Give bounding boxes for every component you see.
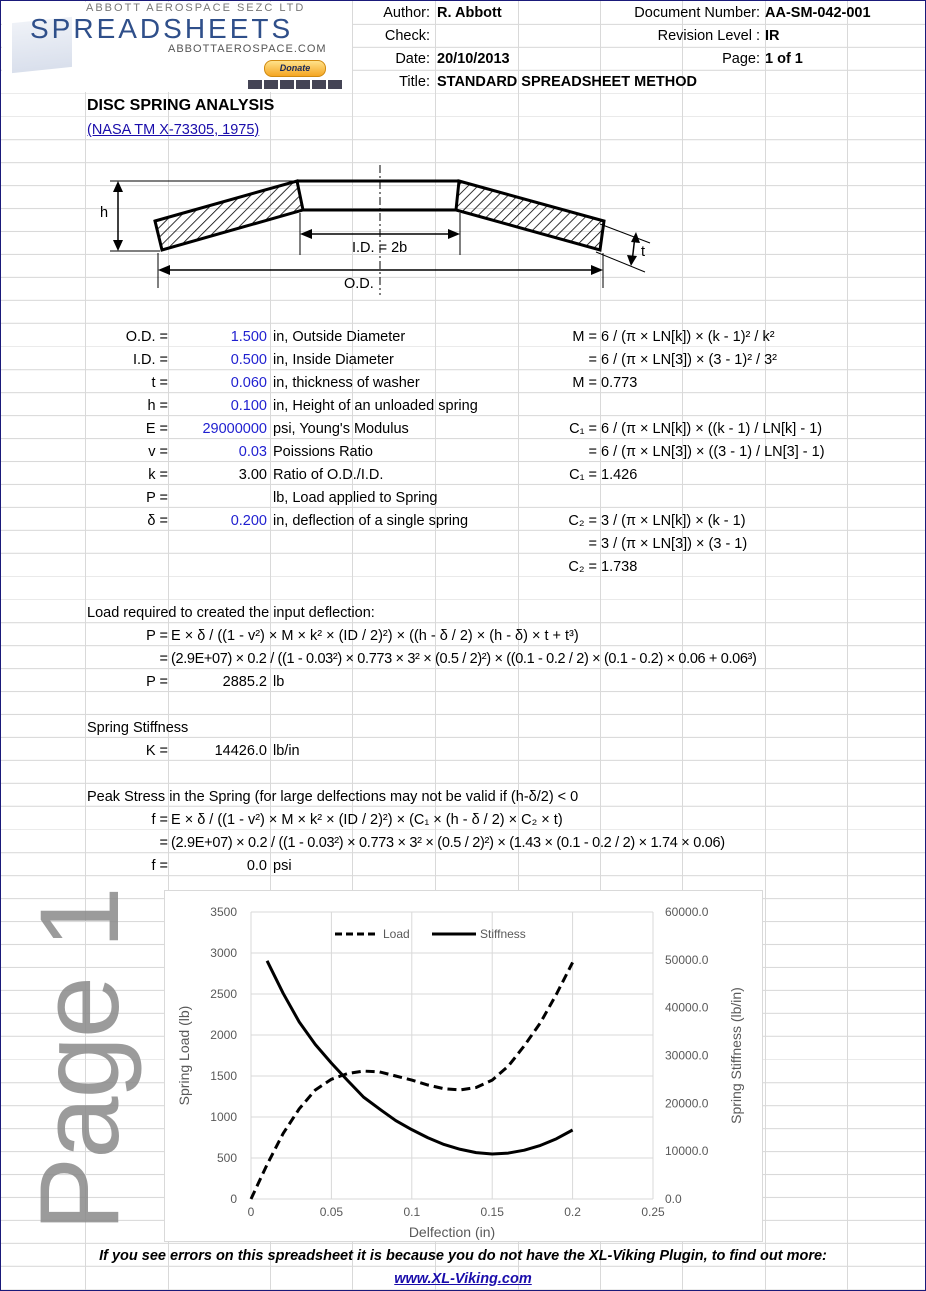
- stress-substitution: (2.9E+07) × 0.2 / ((1 - 0.03²) × 0.773 × 3² × (0.5 / 2)²) × (1.43 × (0.1 - 0.2 / 2) × 1.74 × 0.06): [171, 835, 725, 851]
- load-result: 2885.2: [222, 674, 267, 690]
- y-tick-label: 1000: [210, 1110, 237, 1124]
- x-tick-label: 0.2: [564, 1205, 581, 1219]
- input-description: lb, Load applied to Spring: [273, 490, 438, 506]
- logo-company: ABBOTT AEROSPACE SEZC LTD: [86, 2, 306, 14]
- logo: [2, 2, 352, 92]
- diagram-label-h: h: [100, 205, 109, 221]
- coefficient-expression: 6 / (π × LN[k]) × ((k - 1) / LN[k] - 1): [601, 421, 823, 437]
- y-tick-label: 3500: [210, 905, 237, 919]
- input-description: in, Outside Diameter: [273, 329, 406, 345]
- coefficient-expression: 0.773: [601, 375, 638, 391]
- stiffness-heading: Spring Stiffness: [87, 720, 189, 736]
- title-label: Title:: [399, 74, 430, 90]
- document-number-value: AA-SM-042-001: [765, 5, 871, 21]
- input-value[interactable]: 29000000: [202, 421, 267, 437]
- coefficient-expression: 3 / (π × LN[3]) × (3 - 1): [601, 536, 748, 552]
- y-tick-label: 1500: [210, 1069, 237, 1083]
- disc-spring-diagram: [96, 158, 666, 298]
- coefficient-expression: 3 / (π × LN[k]) × (k - 1): [601, 513, 746, 529]
- y-tick-label: 3000: [210, 946, 237, 960]
- input-description: in, Inside Diameter: [273, 352, 394, 368]
- author-label: Author:: [383, 5, 430, 21]
- input-label: t =: [151, 375, 168, 391]
- y2-tick-label: 30000.0: [665, 1048, 709, 1063]
- input-label: δ =: [147, 513, 168, 529]
- input-label: k =: [148, 467, 168, 483]
- stiffness-result: 14426.0: [214, 743, 267, 759]
- input-description: in, thickness of washer: [273, 375, 420, 391]
- coefficient-label: C₁ =: [569, 421, 597, 437]
- revision-value: IR: [765, 28, 780, 44]
- page-watermark: Page 1: [17, 888, 142, 1232]
- y-tick-label: 500: [216, 1151, 237, 1165]
- load-stiffness-chart[interactable]: [164, 890, 763, 1242]
- input-value: 3.00: [238, 467, 267, 483]
- x-tick-label: 0.25: [641, 1205, 665, 1219]
- footer-link[interactable]: www.XL-Viking.com: [394, 1271, 532, 1287]
- coefficient-label: C₂ =: [568, 559, 597, 575]
- stiffness-unit: lb/in: [273, 743, 300, 759]
- x-tick-label: 0.15: [480, 1205, 504, 1219]
- stress-subst-label: =: [159, 835, 168, 851]
- input-label: v =: [148, 444, 168, 460]
- sheet-title: DISC SPRING ANALYSIS: [87, 97, 275, 114]
- stiffness-label: K =: [145, 743, 168, 759]
- input-label: E =: [145, 421, 168, 437]
- input-label: I.D. =: [132, 352, 168, 368]
- input-value[interactable]: 0.060: [230, 375, 267, 391]
- coefficient-expression: 1.738: [601, 559, 638, 575]
- payment-cards-icon: [248, 80, 342, 89]
- x-axis-title: Delfection (in): [408, 1224, 496, 1240]
- series-line-stiffness: [267, 961, 573, 1154]
- chart-svg: [165, 891, 762, 1241]
- y2-tick-label: 50000.0: [665, 952, 709, 967]
- input-description: in, deflection of a single spring: [273, 513, 469, 529]
- y2-tick-label: 40000.0: [665, 1000, 709, 1015]
- grid-column-line: [847, 0, 848, 1291]
- diagram-label-t: t: [641, 244, 646, 260]
- coefficient-expression: 6 / (π × LN[k]) × (k - 1)² / k²: [601, 329, 775, 345]
- input-value[interactable]: 0.200: [230, 513, 267, 529]
- load-unit: lb: [273, 674, 285, 690]
- y2-tick-label: 0.0: [665, 1192, 682, 1206]
- coefficient-expression: 6 / (π × LN[3]) × ((3 - 1) / LN[3] - 1): [601, 444, 825, 460]
- stress-formula: E × δ / ((1 - v²) × M × k² × (ID / 2)²) × (C₁ × (h - δ / 2) × C₂ × t): [171, 812, 563, 828]
- grid-column-line: [765, 0, 766, 1291]
- diagram-label-id: I.D. = 2b: [352, 240, 408, 256]
- input-label: O.D. =: [125, 329, 168, 345]
- revision-label: Revision Level :: [657, 28, 760, 44]
- stress-formula-label: f =: [151, 812, 168, 828]
- footer-notice: If you see errors on this spreadsheet it is because you do not have the XL-Viking Plugin, to find out more:: [99, 1248, 827, 1264]
- logo-brand: SPREADSHEETS: [30, 13, 294, 44]
- input-value[interactable]: 0.100: [230, 398, 267, 414]
- coefficient-label: =: [588, 444, 597, 460]
- coefficient-label: C₁ =: [569, 467, 597, 483]
- y-tick-label: 2500: [210, 987, 237, 1001]
- coefficient-expression: 6 / (π × LN[3]) × (3 - 1)² / 3²: [601, 352, 777, 368]
- stress-result-label: f =: [151, 858, 168, 874]
- legend-label-load: Load: [383, 927, 410, 941]
- coefficient-label: =: [588, 536, 597, 552]
- date-value: 20/10/2013: [437, 51, 510, 67]
- diagram-label-od: O.D.: [344, 276, 374, 292]
- load-substitution: (2.9E+07) × 0.2 / ((1 - 0.03²) × 0.773 × 3² × (0.5 / 2)²) × ((0.1 - 0.2 / 2) × (0.1 - 0.2) × 0.06 + 0.06³): [171, 651, 757, 667]
- x-tick-label: 0: [247, 1205, 255, 1219]
- x-tick-label: 0.05: [319, 1205, 344, 1219]
- author-value: R. Abbott: [437, 5, 502, 21]
- page-label: Page:: [722, 51, 760, 67]
- page-value: 1 of 1: [765, 51, 803, 67]
- y2-tick-label: 20000.0: [665, 1096, 709, 1111]
- y-axis-title: Spring Load (lb): [176, 1005, 192, 1106]
- x-tick-label: 0.1: [403, 1205, 421, 1219]
- y2-tick-label: 10000.0: [665, 1144, 709, 1159]
- stress-result: 0.0: [246, 858, 267, 874]
- input-label: P =: [146, 490, 168, 506]
- load-formula: E × δ / ((1 - v²) × M × k² × (ID / 2)²) × ((h - δ / 2) × (h - δ) × t + t³): [171, 628, 579, 644]
- input-value[interactable]: 1.500: [230, 329, 267, 345]
- input-description: Poissions Ratio: [273, 444, 373, 460]
- input-value[interactable]: 0.500: [230, 352, 267, 368]
- stress-heading: Peak Stress in the Spring (for large delfections may not be valid if (h-δ/2) < 0: [87, 789, 579, 805]
- coefficient-label: C₂ =: [568, 513, 597, 529]
- donate-button[interactable]: Donate: [264, 60, 326, 77]
- y2-axis-title: Spring Stiffness (lb/in): [728, 987, 744, 1124]
- check-label: Check:: [384, 28, 430, 44]
- coefficient-label: M =: [572, 329, 597, 345]
- input-value[interactable]: 0.03: [238, 444, 267, 460]
- coefficient-label: M =: [572, 375, 597, 391]
- input-description: psi, Young's Modulus: [273, 421, 409, 437]
- title-value: STANDARD SPREADSHEET METHOD: [437, 74, 697, 90]
- input-description: Ratio of O.D./I.D.: [273, 467, 384, 483]
- load-formula-label: P =: [146, 628, 168, 644]
- coefficient-expression: 1.426: [601, 467, 638, 483]
- y-tick-label: 2000: [210, 1028, 237, 1042]
- coefficient-label: =: [588, 352, 597, 368]
- disc-spring-cross-section: [96, 158, 666, 298]
- document-number-label: Document Number:: [634, 5, 760, 21]
- reference-link[interactable]: (NASA TM X-73305, 1975): [87, 122, 260, 138]
- input-description: in, Height of an unloaded spring: [273, 398, 478, 414]
- legend-label-stiffness: Stiffness: [480, 927, 526, 941]
- stress-unit: psi: [273, 858, 292, 874]
- y2-tick-label: 60000.0: [665, 905, 709, 919]
- logo-site: ABBOTTAEROSPACE.COM: [168, 43, 327, 55]
- load-heading: Load required to created the input deflection:: [87, 605, 375, 621]
- date-label: Date:: [395, 51, 430, 67]
- input-label: h =: [147, 398, 168, 414]
- load-subst-label: =: [159, 651, 168, 667]
- y-tick-label: 0: [230, 1192, 237, 1206]
- load-result-label: P =: [146, 674, 168, 690]
